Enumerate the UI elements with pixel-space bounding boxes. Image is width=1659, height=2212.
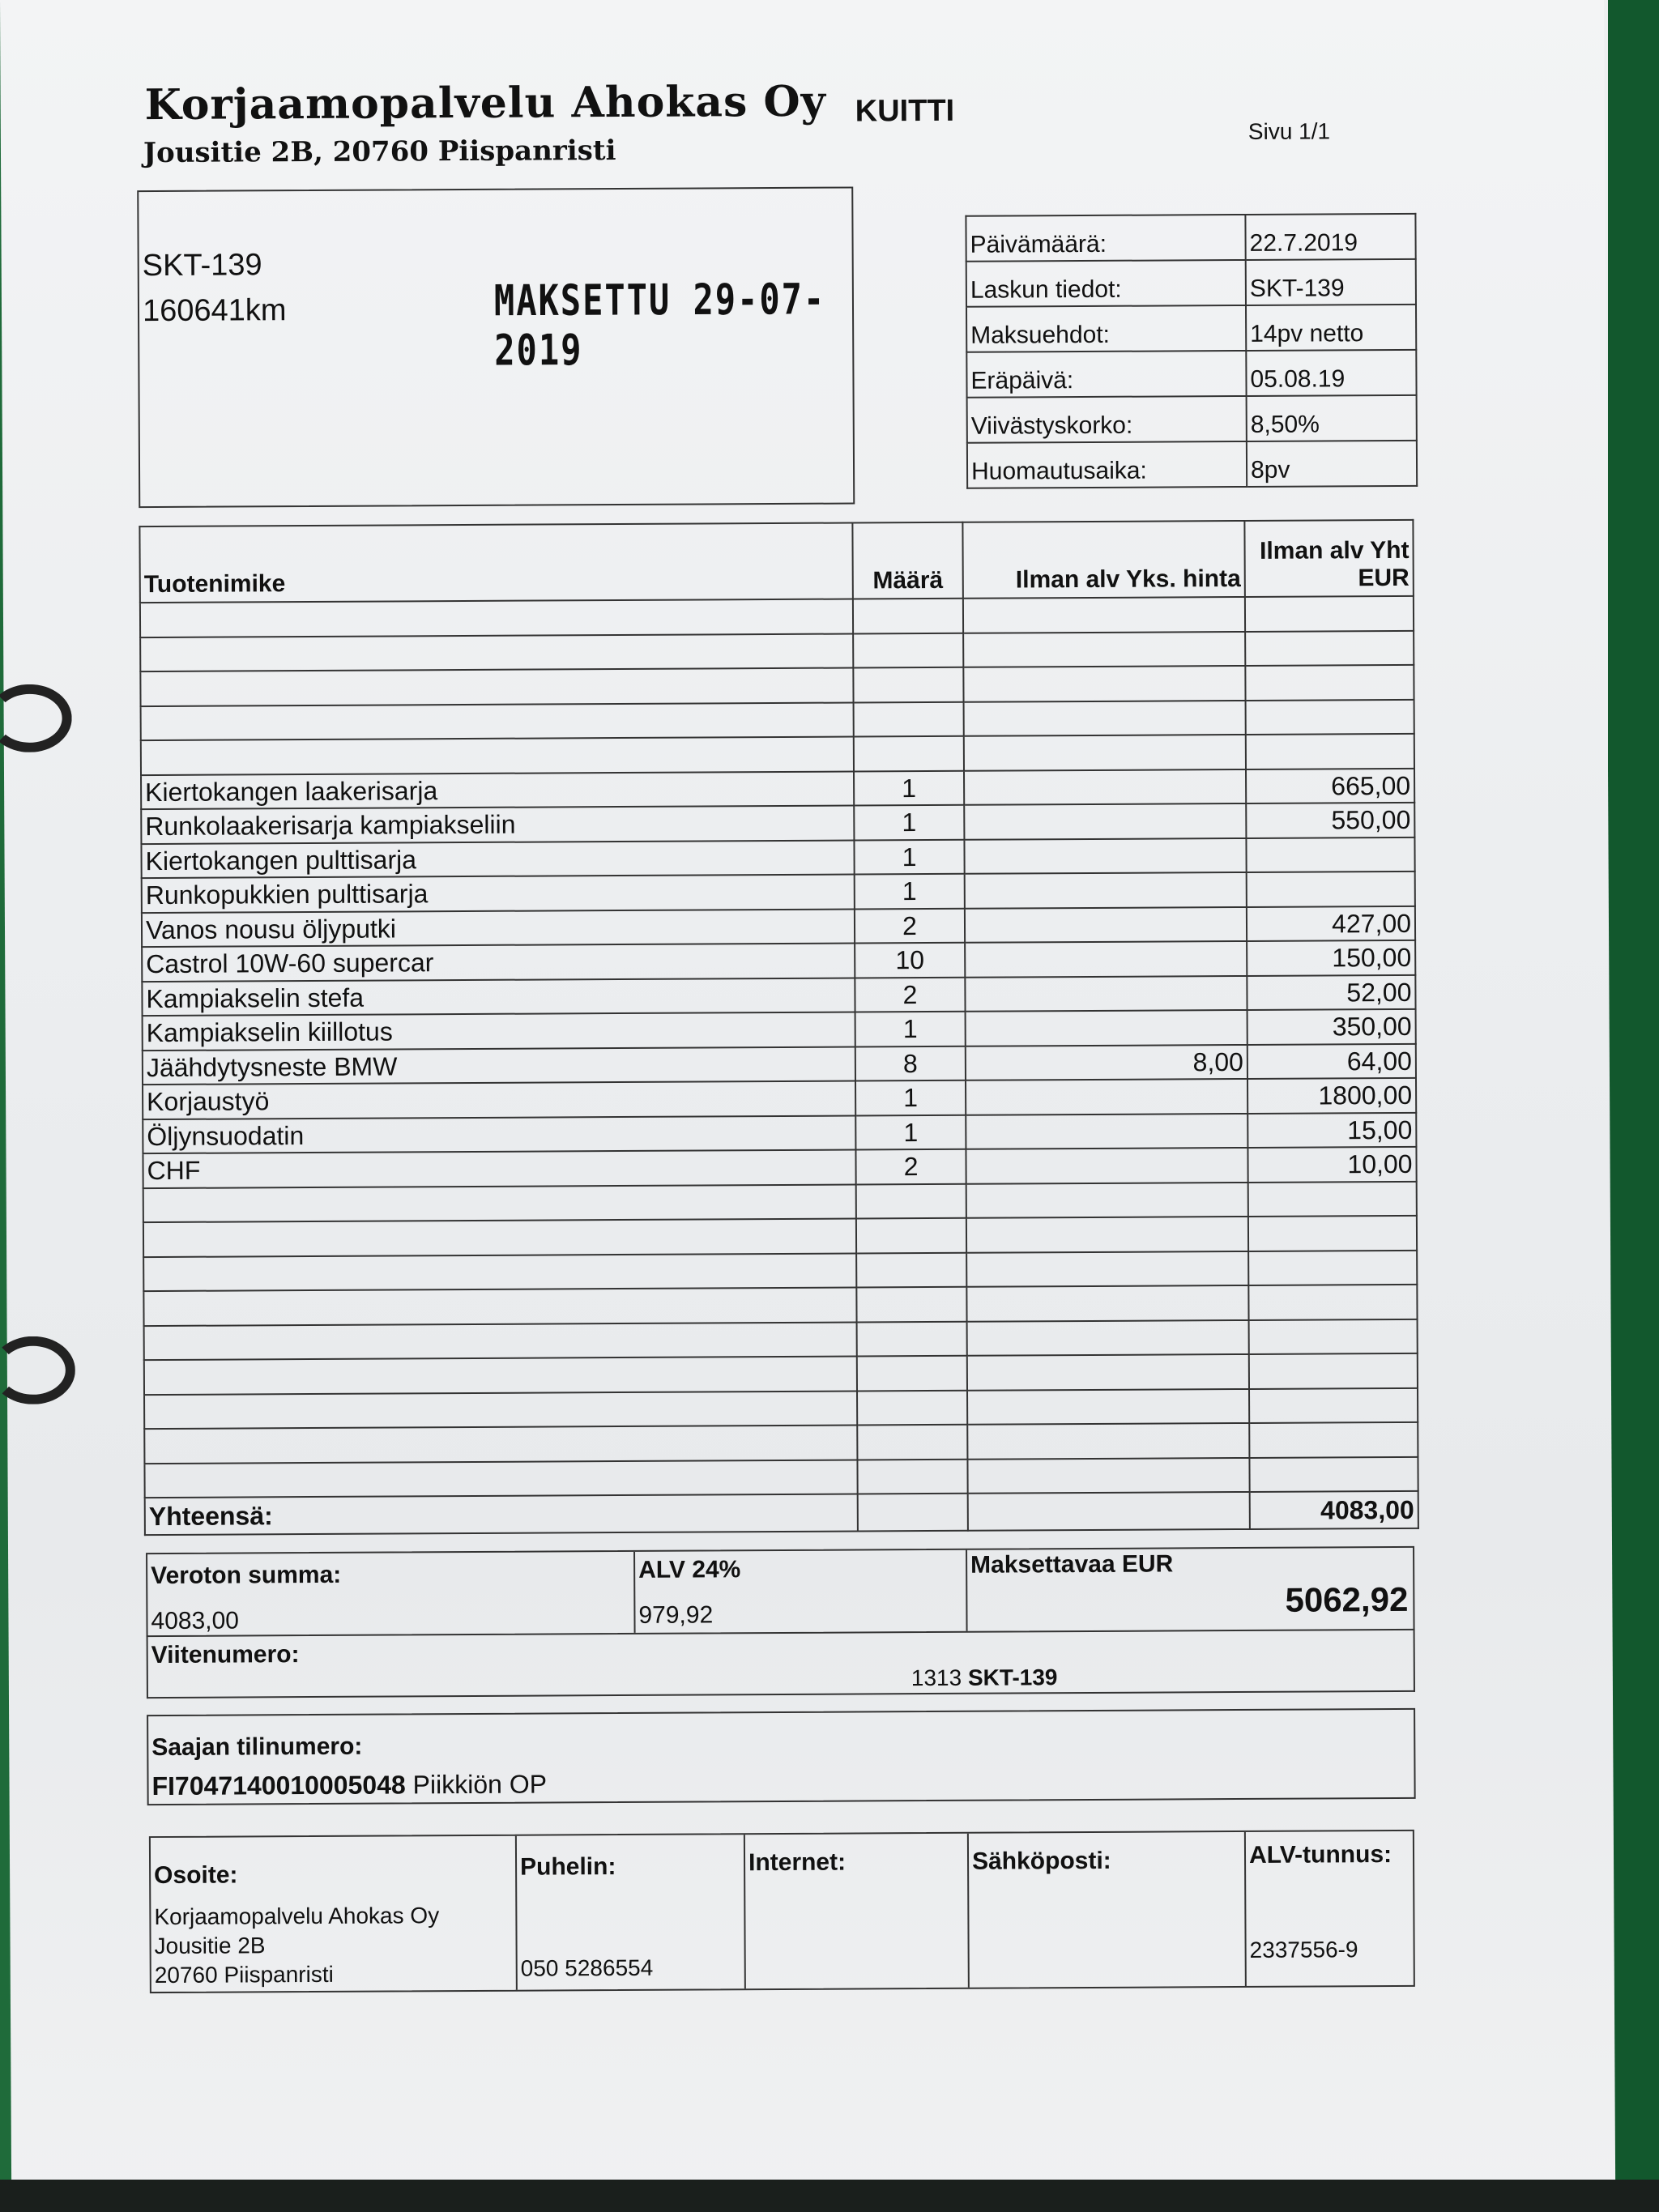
item-name: Vanos nousu öljyputki (142, 909, 855, 947)
empty-cell (144, 1322, 857, 1360)
reference-prefix: 1313 (911, 1664, 962, 1691)
item-total: 64,00 (1247, 1043, 1416, 1079)
item-name: Kampiakselin stefa (142, 978, 855, 1016)
empty-cell (966, 1285, 1248, 1321)
items-table (139, 519, 1419, 1536)
empty-cell (143, 1253, 856, 1291)
info-value: 8pv (1247, 441, 1417, 487)
empty-cell (964, 735, 1246, 770)
payable-label: Maksettavaa EUR (970, 1550, 1174, 1579)
item-name: Kampiakselin kiillotus (143, 1012, 855, 1050)
empty-cell (964, 700, 1246, 735)
internet-label: Internet: (748, 1848, 847, 1877)
empty-cell (853, 633, 963, 667)
item-unit-price (964, 769, 1246, 804)
total-label: Yhteensä: (145, 1494, 858, 1535)
address-line-1: Korjaamopalvelu Ahokas Oy (154, 1903, 440, 1930)
reference-suffix: SKT-139 (967, 1664, 1058, 1690)
item-qty: 1 (854, 770, 964, 805)
company-address: Jousitie 2B, 20760 Piispanristi (143, 134, 616, 170)
item-qty: 10 (855, 943, 965, 978)
item-total: 150,00 (1247, 940, 1415, 976)
empty-cell (1248, 1181, 1417, 1217)
item-unit-price (964, 803, 1246, 839)
vehicle-plate: SKT-139 (142, 248, 262, 283)
item-unit-price (965, 975, 1247, 1011)
phone-label: Puhelin: (519, 1853, 616, 1881)
item-qty: 1 (855, 1012, 966, 1046)
empty-cell (966, 1182, 1248, 1217)
item-name: Jäähdytysneste BMW (143, 1046, 855, 1085)
item-name: Kiertokangen pulttisarja (141, 840, 854, 878)
empty-cell (1246, 699, 1414, 735)
alv-label: ALV 24% (638, 1556, 741, 1583)
empty-cell (963, 631, 1245, 667)
empty-cell (140, 633, 853, 671)
payable-value: 5062,92 (1285, 1579, 1409, 1619)
item-qty: 2 (855, 1149, 966, 1184)
item-name: Öljynsuodatin (143, 1115, 855, 1153)
empty-cell (967, 1319, 1249, 1355)
iban: FI7047140010005048 (151, 1770, 406, 1801)
vehicle-mileage: 160641km (142, 293, 287, 329)
empty-cell (857, 1390, 967, 1425)
empty-cell (967, 1354, 1249, 1390)
empty-cell (856, 1218, 966, 1253)
binder-ring-bottom (0, 1336, 75, 1405)
empty-cell (853, 667, 963, 702)
header-total: Ilman alv Yht EUR (1244, 520, 1413, 597)
empty-cell (858, 1494, 968, 1532)
info-value: 14pv netto (1246, 305, 1416, 351)
total-value: 4083,00 (1250, 1491, 1418, 1529)
item-name: Kiertokangen laakerisarja (141, 771, 854, 809)
item-name: Runkolaakerisarja kampiakseliin (141, 805, 854, 843)
empty-cell (967, 1457, 1249, 1493)
empty-cell (857, 1425, 967, 1460)
green-folder (1608, 0, 1659, 2212)
empty-cell (1246, 734, 1414, 769)
item-total: 10,00 (1247, 1147, 1416, 1183)
binder-ring-top (0, 684, 72, 753)
item-unit-price (965, 941, 1247, 977)
item-total: 1800,00 (1247, 1078, 1416, 1114)
empty-cell (967, 1423, 1249, 1459)
empty-cell (1245, 596, 1414, 632)
reference-number (911, 1664, 1058, 1691)
empty-cell (1249, 1353, 1418, 1389)
address-line-2: Jousitie 2B (154, 1933, 266, 1959)
item-qty: 1 (855, 1080, 966, 1115)
email-label: Sähköposti: (971, 1847, 1111, 1875)
empty-cell (966, 1251, 1248, 1286)
empty-cell (141, 702, 854, 740)
info-row (967, 441, 1417, 488)
empty-cell (140, 599, 853, 637)
vat-value: 2337556-9 (1249, 1937, 1358, 1963)
item-qty: 2 (855, 977, 965, 1012)
veroton-label: Veroton summa: (151, 1561, 342, 1590)
empty-cell (1249, 1456, 1418, 1492)
item-unit-price (965, 872, 1247, 908)
vehicle-box (137, 186, 855, 508)
empty-cell (1245, 630, 1414, 666)
reference-box (147, 1629, 1415, 1698)
item-total: 52,00 (1247, 974, 1415, 1010)
info-label: Eräpäivä: (966, 351, 1246, 398)
empty-cell (1248, 1250, 1417, 1285)
info-label: Maksuehdot: (966, 305, 1246, 352)
header-qty: Määrä (852, 522, 962, 599)
empty-cell (853, 599, 963, 633)
empty-cell (963, 597, 1245, 633)
info-value: 8,50% (1247, 395, 1417, 441)
empty-cell (1248, 1216, 1417, 1251)
item-name: Korjaustyö (143, 1080, 855, 1119)
summary-box (146, 1546, 1415, 1637)
info-row (967, 395, 1417, 443)
item-qty: 1 (854, 839, 964, 874)
empty-cell (141, 736, 854, 774)
item-qty: 1 (855, 1115, 966, 1149)
header-product: Tuotenimike (139, 522, 852, 603)
item-unit-price (965, 906, 1247, 942)
alv-value: 979,92 (638, 1601, 714, 1629)
info-row (966, 214, 1415, 262)
item-total: 665,00 (1246, 768, 1414, 803)
empty-cell (144, 1356, 857, 1394)
info-row (966, 350, 1416, 398)
item-name: Runkopukkien pulttisarja (142, 874, 855, 912)
page-number: Sivu 1/1 (1247, 118, 1331, 144)
item-total: 427,00 (1247, 906, 1415, 941)
item-unit-price: 8,00 (966, 1044, 1247, 1080)
empty-cell (856, 1287, 966, 1322)
item-qty: 8 (855, 1046, 966, 1080)
empty-cell (854, 736, 964, 771)
account-number (151, 1769, 547, 1801)
item-unit-price (966, 1079, 1247, 1115)
empty-cell (857, 1356, 967, 1391)
reference-label: Viitenumero: (151, 1641, 300, 1669)
empty-cell (143, 1184, 856, 1222)
item-total (1247, 872, 1415, 907)
info-label: Laskun tiedot: (966, 260, 1246, 307)
invoice-info-table (965, 213, 1418, 489)
address-line-3: 20760 Piispanristi (154, 1961, 334, 1988)
info-label: Päivämäärä: (966, 215, 1245, 262)
empty-cell (143, 1287, 856, 1325)
item-unit-price (966, 1010, 1247, 1046)
empty-cell (968, 1492, 1250, 1531)
empty-cell (1248, 1285, 1417, 1320)
info-row (966, 259, 1416, 307)
item-unit-price (964, 837, 1246, 873)
info-label: Viivästyskorko: (967, 396, 1247, 443)
info-value: 22.7.2019 (1245, 214, 1415, 260)
empty-cell (144, 1460, 857, 1498)
account-box (147, 1708, 1416, 1805)
empty-cell (1249, 1319, 1418, 1354)
company-name: Korjaamopalvelu Ahokas Oy (144, 76, 827, 130)
account-label: Saajan tilinumero: (151, 1733, 363, 1762)
empty-cell (1249, 1422, 1418, 1458)
vat-label: ALV-tunnus: (1248, 1841, 1392, 1869)
empty-cell (967, 1388, 1249, 1424)
empty-cell (144, 1391, 857, 1429)
contact-box (149, 1830, 1415, 1993)
empty-cell (143, 1218, 856, 1256)
empty-cell (1245, 665, 1414, 701)
item-unit-price (966, 1113, 1247, 1149)
bank-name: Piikkiön OP (412, 1769, 548, 1800)
info-label: Huomautusaika: (967, 441, 1247, 488)
info-value: SKT-139 (1246, 259, 1416, 305)
item-total: 15,00 (1247, 1112, 1416, 1148)
empty-cell (144, 1425, 857, 1463)
background-shadow (0, 2180, 1659, 2212)
item-total: 550,00 (1246, 803, 1414, 838)
empty-cell (1249, 1387, 1418, 1423)
item-name: CHF (143, 1149, 855, 1187)
paid-stamp: MAKSETTU 29-07-2019 (493, 274, 826, 376)
empty-cell (857, 1459, 967, 1494)
empty-cell (140, 667, 853, 705)
info-row (966, 305, 1416, 352)
info-value: 05.08.19 (1246, 350, 1416, 396)
item-total (1246, 837, 1414, 872)
empty-cell (966, 1217, 1248, 1252)
item-qty: 1 (854, 805, 964, 840)
address-label: Osoite: (154, 1861, 238, 1890)
empty-cell (857, 1321, 967, 1356)
item-unit-price (966, 1148, 1247, 1183)
item-name: Castrol 10W-60 supercar (142, 943, 855, 981)
empty-cell (854, 701, 964, 736)
veroton-value: 4083,00 (151, 1607, 240, 1635)
item-total: 350,00 (1247, 1009, 1416, 1045)
empty-cell (856, 1183, 966, 1218)
phone-value: 050 5286554 (520, 1954, 654, 1981)
item-qty: 1 (855, 874, 965, 909)
item-qty: 2 (855, 908, 965, 943)
header-unit-price: Ilman alv Yks. hinta (962, 521, 1244, 599)
empty-cell (963, 666, 1245, 701)
total-row (145, 1491, 1418, 1535)
empty-cell (856, 1252, 966, 1287)
document-type: KUITTI (855, 93, 955, 129)
